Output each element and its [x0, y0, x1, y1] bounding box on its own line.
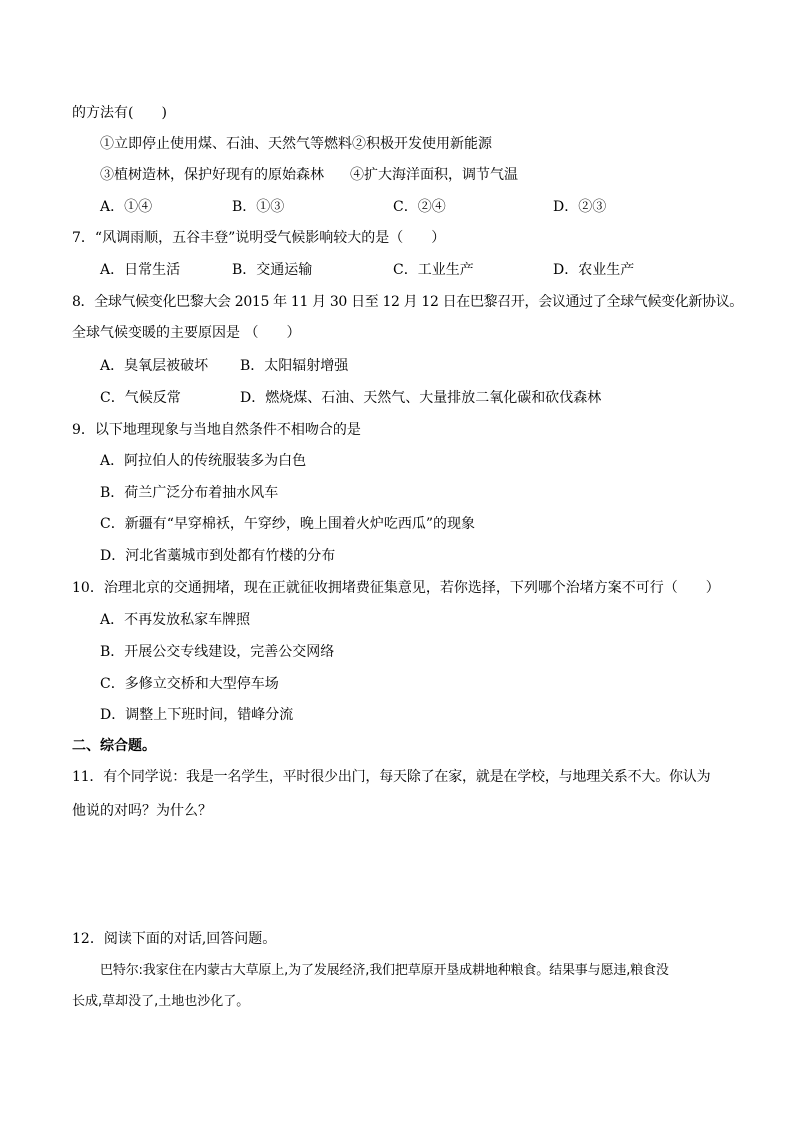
q6-option-a: A．①④ — [100, 199, 153, 215]
q6-items-line1: ①立即停止使用煤、石油、天然气等燃料②积极开发使用新能源 — [100, 136, 492, 152]
q9-option-c: C．新疆有“早穿棉袄，午穿纱，晚上围着火炉吃西瓜”的现象 — [100, 516, 476, 532]
q11-line1: 11．有个同学说：我是一名学生，平时很少出门，每天除了在家，就是在学校，与地理关系不大。你认为 — [72, 769, 711, 785]
q8-stem-line2: 全球气候变暖的主要原因是 （ ） — [72, 325, 301, 341]
q7-stem: 7．“风调雨顺，五谷丰登”说明受气候影响较大的是（ ） — [72, 230, 446, 246]
q12-dialog-line1: 巴特尔:我家住在内蒙古大草原上,为了发展经济,我们把草原开垦成耕地种粮食。结果事与愿违,粮食没 — [100, 963, 669, 978]
q10-stem: 10．治理北京的交通拥堵，现在正就征收拥堵费征集意见，若你选择，下列哪个治堵方案不可行（ ） — [72, 580, 720, 596]
q7-option-d: D．农业生产 — [553, 262, 635, 278]
q8-option-b: B．太阳辐射增强 — [240, 358, 349, 374]
q10-option-c: C．多修立交桥和大型停车场 — [100, 676, 279, 692]
q12-stem: 12．阅读下面的对话,回答问题。 — [72, 931, 277, 947]
section-title: 二、综合题。 — [72, 738, 156, 754]
q6-stem-tail: 的方法有( ) — [72, 105, 167, 121]
q7-option-a: A．日常生活 — [100, 262, 181, 278]
q7-option-c: C．工业生产 — [393, 262, 474, 278]
q8-option-a: A．臭氧层被破坏 — [100, 358, 209, 374]
q6-option-d: D．②③ — [553, 199, 607, 215]
q9-option-a: A．阿拉伯人的传统服装多为白色 — [100, 453, 307, 469]
q8-option-d: D．燃烧煤、石油、天然气、大量排放二氧化碳和砍伐森林 — [240, 390, 602, 406]
q6-option-c: C．②④ — [393, 199, 446, 215]
q9-stem: 9．以下地理现象与当地自然条件不相吻合的是 — [72, 422, 361, 438]
q11-line2: 他说的对吗？为什么？ — [72, 803, 212, 819]
q6-option-b: B．①③ — [232, 199, 285, 215]
q10-option-b: B．开展公交专线建设，完善公交网络 — [100, 644, 335, 660]
q6-items-line2b: ④扩大海洋面积，调节气温 — [350, 167, 518, 183]
q12-dialog-line2: 长成,草却没了,土地也沙化了。 — [72, 994, 250, 1009]
q7-option-b: B．交通运输 — [232, 262, 313, 278]
q8-stem-line1: 8．全球气候变化巴黎大会 2015 年 11 月 30 日至 12 月 12 日在巴黎召开，会议通过了全球气候变化新协议。 — [72, 294, 743, 310]
q9-option-d: D．河北省藁城市到处都有竹楼的分布 — [100, 548, 336, 564]
q8-option-c: C．气候反常 — [100, 390, 181, 406]
q10-option-a: A．不再发放私家车牌照 — [100, 612, 251, 628]
q9-option-b: B．荷兰广泛分布着抽水风车 — [100, 485, 279, 501]
q10-option-d: D．调整上下班时间，错峰分流 — [100, 707, 294, 723]
q6-items-line2a: ③植树造林，保护好现有的原始森林 — [100, 167, 324, 183]
